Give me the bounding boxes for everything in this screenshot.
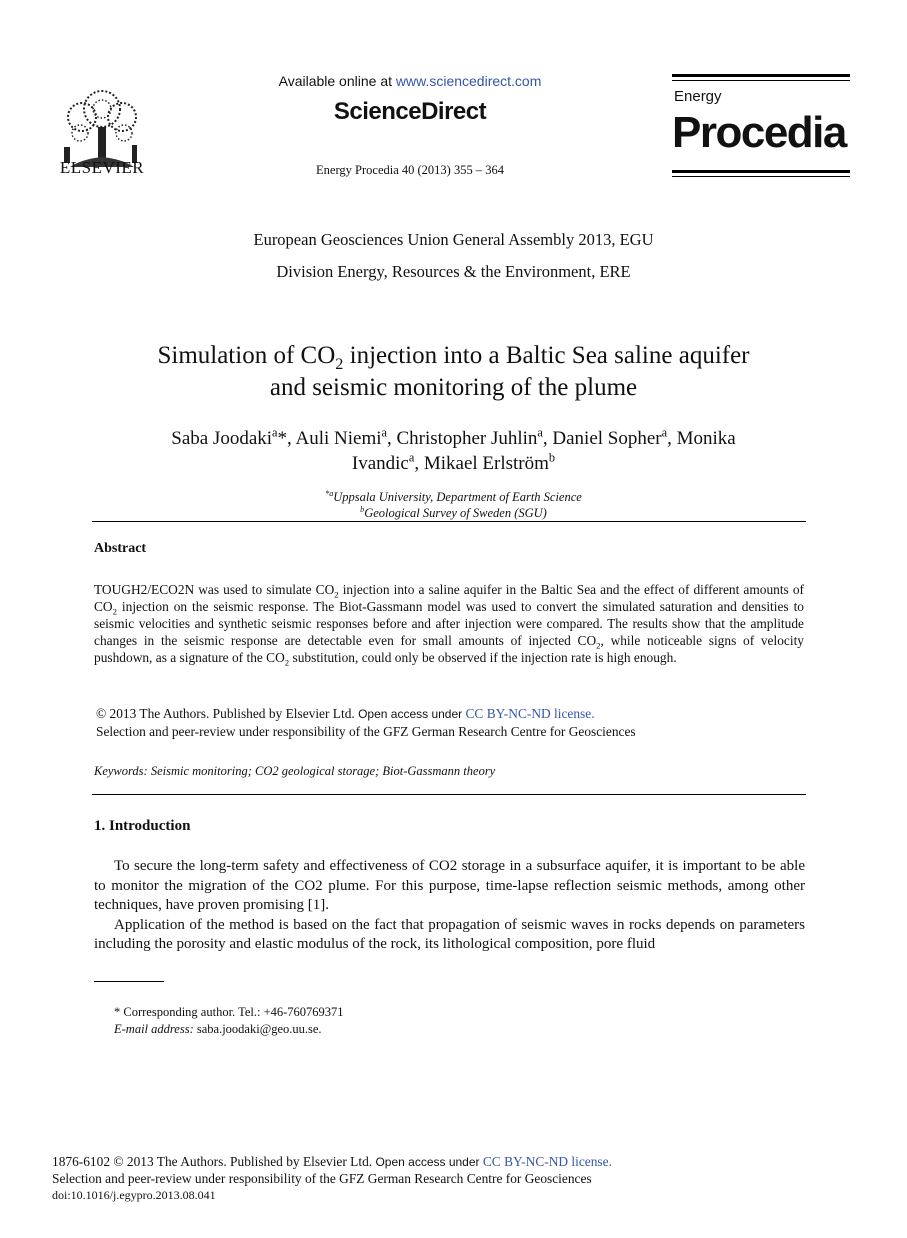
author-affil-mark: a: [661, 425, 668, 440]
section-heading-introduction: 1. Introduction: [94, 818, 191, 834]
divider: [92, 794, 806, 795]
license-link[interactable]: CC BY-NC-ND license.: [482, 1154, 612, 1169]
author: *, Auli Niemi: [277, 428, 382, 449]
abstract-text: , while noticeable signs of velocity pushdown, as a signature of the CO: [94, 633, 804, 665]
page-footer: [52, 1154, 852, 1204]
copyright-block: [96, 705, 806, 740]
author-affil-mark: b: [548, 450, 556, 465]
author: Ivandic: [351, 453, 409, 474]
subscript: 2: [112, 606, 117, 617]
abstract-text: injection on the seismic response. The Biot-Gassmann model was used to convert the simulated saturation and densities to seismic velocities and synthetic seismic responses before and after injection were compared. The results show that the amplitude changes in the seismic response are detectable even for small amounts of injected CO: [94, 599, 804, 648]
author: , Mikael Erlström: [414, 453, 549, 474]
footnote: [114, 1004, 344, 1038]
title-text: injection into a Baltic Sea saline aquifer: [343, 342, 750, 369]
logo-procedia-text: Procedia: [672, 108, 846, 157]
paper-title: [60, 340, 847, 404]
author-affil-mark: a: [381, 425, 387, 440]
conference-division: Division Energy, Resources & the Environment, ERE: [276, 262, 631, 281]
corresponding-author: * Corresponding author. Tel.: +46-760769371: [114, 1005, 344, 1019]
sciencedirect-link[interactable]: www.sciencedirect.com: [395, 73, 542, 89]
logo-rule: [672, 80, 850, 81]
author: Saba Joodaki: [171, 428, 273, 449]
divider: [92, 521, 806, 522]
abstract-text: TOUGH2/ECO2N was used to simulate CO: [94, 582, 335, 597]
affiliation-mark: b: [360, 504, 365, 514]
logo-rule: [672, 176, 850, 177]
energy-procedia-logo: [672, 74, 850, 178]
title-text-line2: and seismic monitoring of the plume: [269, 374, 638, 401]
paragraph: Application of the method is based on the fact that propagation of seismic waves in rocks depends on parameters including the porosity and elastic modulus of the rock, its lithological composition, pore fluid: [94, 916, 805, 952]
footnote-rule: [94, 981, 164, 982]
doi: doi:10.1016/j.egypro.2013.08.041: [52, 1188, 216, 1202]
author: , Daniel Sopher: [542, 428, 662, 449]
author-list: [60, 426, 847, 476]
sciencedirect-logo-text: ScienceDirect: [333, 98, 487, 125]
available-online-line: [240, 73, 580, 89]
available-prefix: Available online at: [278, 73, 396, 89]
logo-rule: [672, 74, 850, 77]
email-label: E-mail address:: [114, 1022, 194, 1036]
keywords: Keywords: Seismic monitoring; CO2 geological storage; Biot-Gassmann theory: [94, 764, 496, 778]
abstract-heading: Abstract: [94, 541, 147, 556]
subscript: 2: [596, 640, 601, 651]
open-access-text: Open access under: [372, 1155, 483, 1169]
copyright-line: © 2013 The Authors. Published by Elsevier Ltd.: [96, 706, 355, 721]
conference-name: European Geosciences Union General Assembly 2013, EGU: [253, 230, 654, 249]
title-text: Simulation of CO: [157, 342, 336, 369]
logo-rule: [672, 170, 850, 173]
author-affil-mark: a: [537, 425, 543, 440]
author: , Christopher Juhlin: [387, 428, 538, 449]
paragraph: To secure the long-term safety and effectiveness of CO2 storage in a subsurface aquifer, it is important to be able to monitor the migration of the CO2 plume. For this purpose, time-lapse reflection seismic methods, among other techniques, have proven promising [1].: [94, 858, 805, 913]
author-affil-mark: a: [272, 425, 278, 440]
subscript: 2: [284, 657, 290, 668]
affiliation-mark: *a: [325, 488, 334, 498]
journal-reference: Energy Procedia 40 (2013) 355 – 364: [316, 163, 504, 177]
title-subscript: 2: [335, 355, 344, 373]
abstract-text: substitution, could only be observed if the injection rate is high enough.: [289, 650, 677, 665]
open-access-text: Open access under: [354, 707, 466, 721]
email-address: saba.joodaki@geo.uu.se.: [193, 1022, 322, 1036]
peer-review-line: Selection and peer-review under responsibility of the GFZ German Research Centre for Geosciences: [52, 1170, 592, 1186]
abstract-body: [94, 581, 804, 666]
subscript: 2: [334, 589, 339, 600]
peer-review-line: Selection and peer-review under responsibility of the GFZ German Research Centre for Geosciences: [96, 724, 636, 739]
introduction-body: [94, 857, 805, 955]
abstract-text: injection into a saline aquifer in the Baltic Sea and the effect of different amounts of CO: [94, 582, 804, 614]
issn-copyright: 1876-6102 © 2013 The Authors. Published by Elsevier Ltd.: [52, 1154, 373, 1169]
license-link[interactable]: CC BY-NC-ND license.: [465, 706, 595, 721]
logo-energy-text: Energy: [674, 88, 722, 105]
author-affil-mark: a: [408, 450, 415, 465]
affiliation-a: Uppsala University, Department of Earth Science: [333, 490, 582, 504]
affiliations: [60, 489, 847, 521]
author: , Monika: [667, 428, 736, 449]
publisher-name: ELSEVIER: [59, 158, 145, 177]
affiliation-b: Geological Survey of Sweden (SGU): [364, 506, 547, 520]
